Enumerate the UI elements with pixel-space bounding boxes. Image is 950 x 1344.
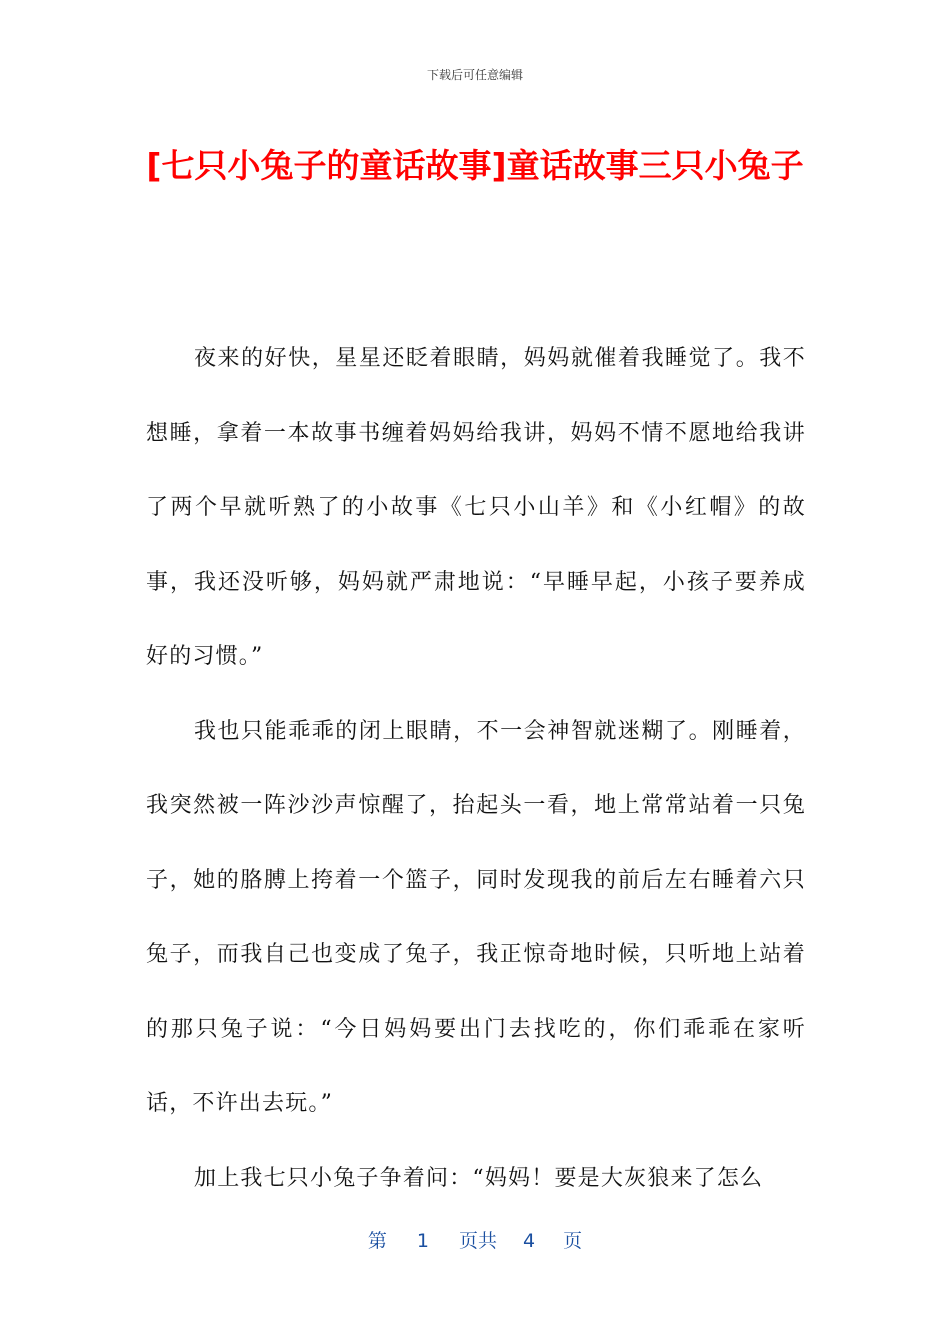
footer-prefix: 第 (367, 1230, 387, 1252)
footer-middle: 页共 (458, 1230, 497, 1252)
footer-suffix: 页 (563, 1230, 583, 1252)
paragraph-1: 夜来的好快，星星还眨着眼睛，妈妈就催着我睡觉了。我不想睡，拿着一本故事书缠着妈妈给我讲，妈妈不情不愿地给我讲了两个早就听熟了的小故事《七只小山羊》和《小红帽》的故事，我还没听够，妈妈就严肃地说：“早睡早起，小孩子要养成好的习惯。” (146, 346, 806, 669)
header-note: 下载后可任意编辑 (426, 68, 523, 82)
page-footer (0, 1226, 950, 1253)
paragraph-3: 加上我七只小兔子争着问：“妈妈！要是大灰狼来了怎么 (194, 1165, 764, 1191)
paragraph-2: 我也只能乖乖的闭上眼睛，不一会神智就迷糊了。刚睡着，我突然被一阵沙沙声惊醒了，抬起头一看，地上常常站着一只兔子，她的胳膊上挎着一个篮子，同时发现我的前后左右睡着六只兔子，而我自己也变成了兔子，我正惊奇地时候，只听地上站着的那只兔子说：“今日妈妈要出门去找吃的，你们乖乖在家听话，不许出去玩。” (146, 718, 806, 1116)
document-body (146, 322, 806, 1216)
footer-page-number: 1 (416, 1230, 429, 1252)
footer-total-pages: 4 (523, 1230, 536, 1252)
document-title: [七只小兔子的童话故事]童话故事三只小兔子 (146, 146, 804, 185)
